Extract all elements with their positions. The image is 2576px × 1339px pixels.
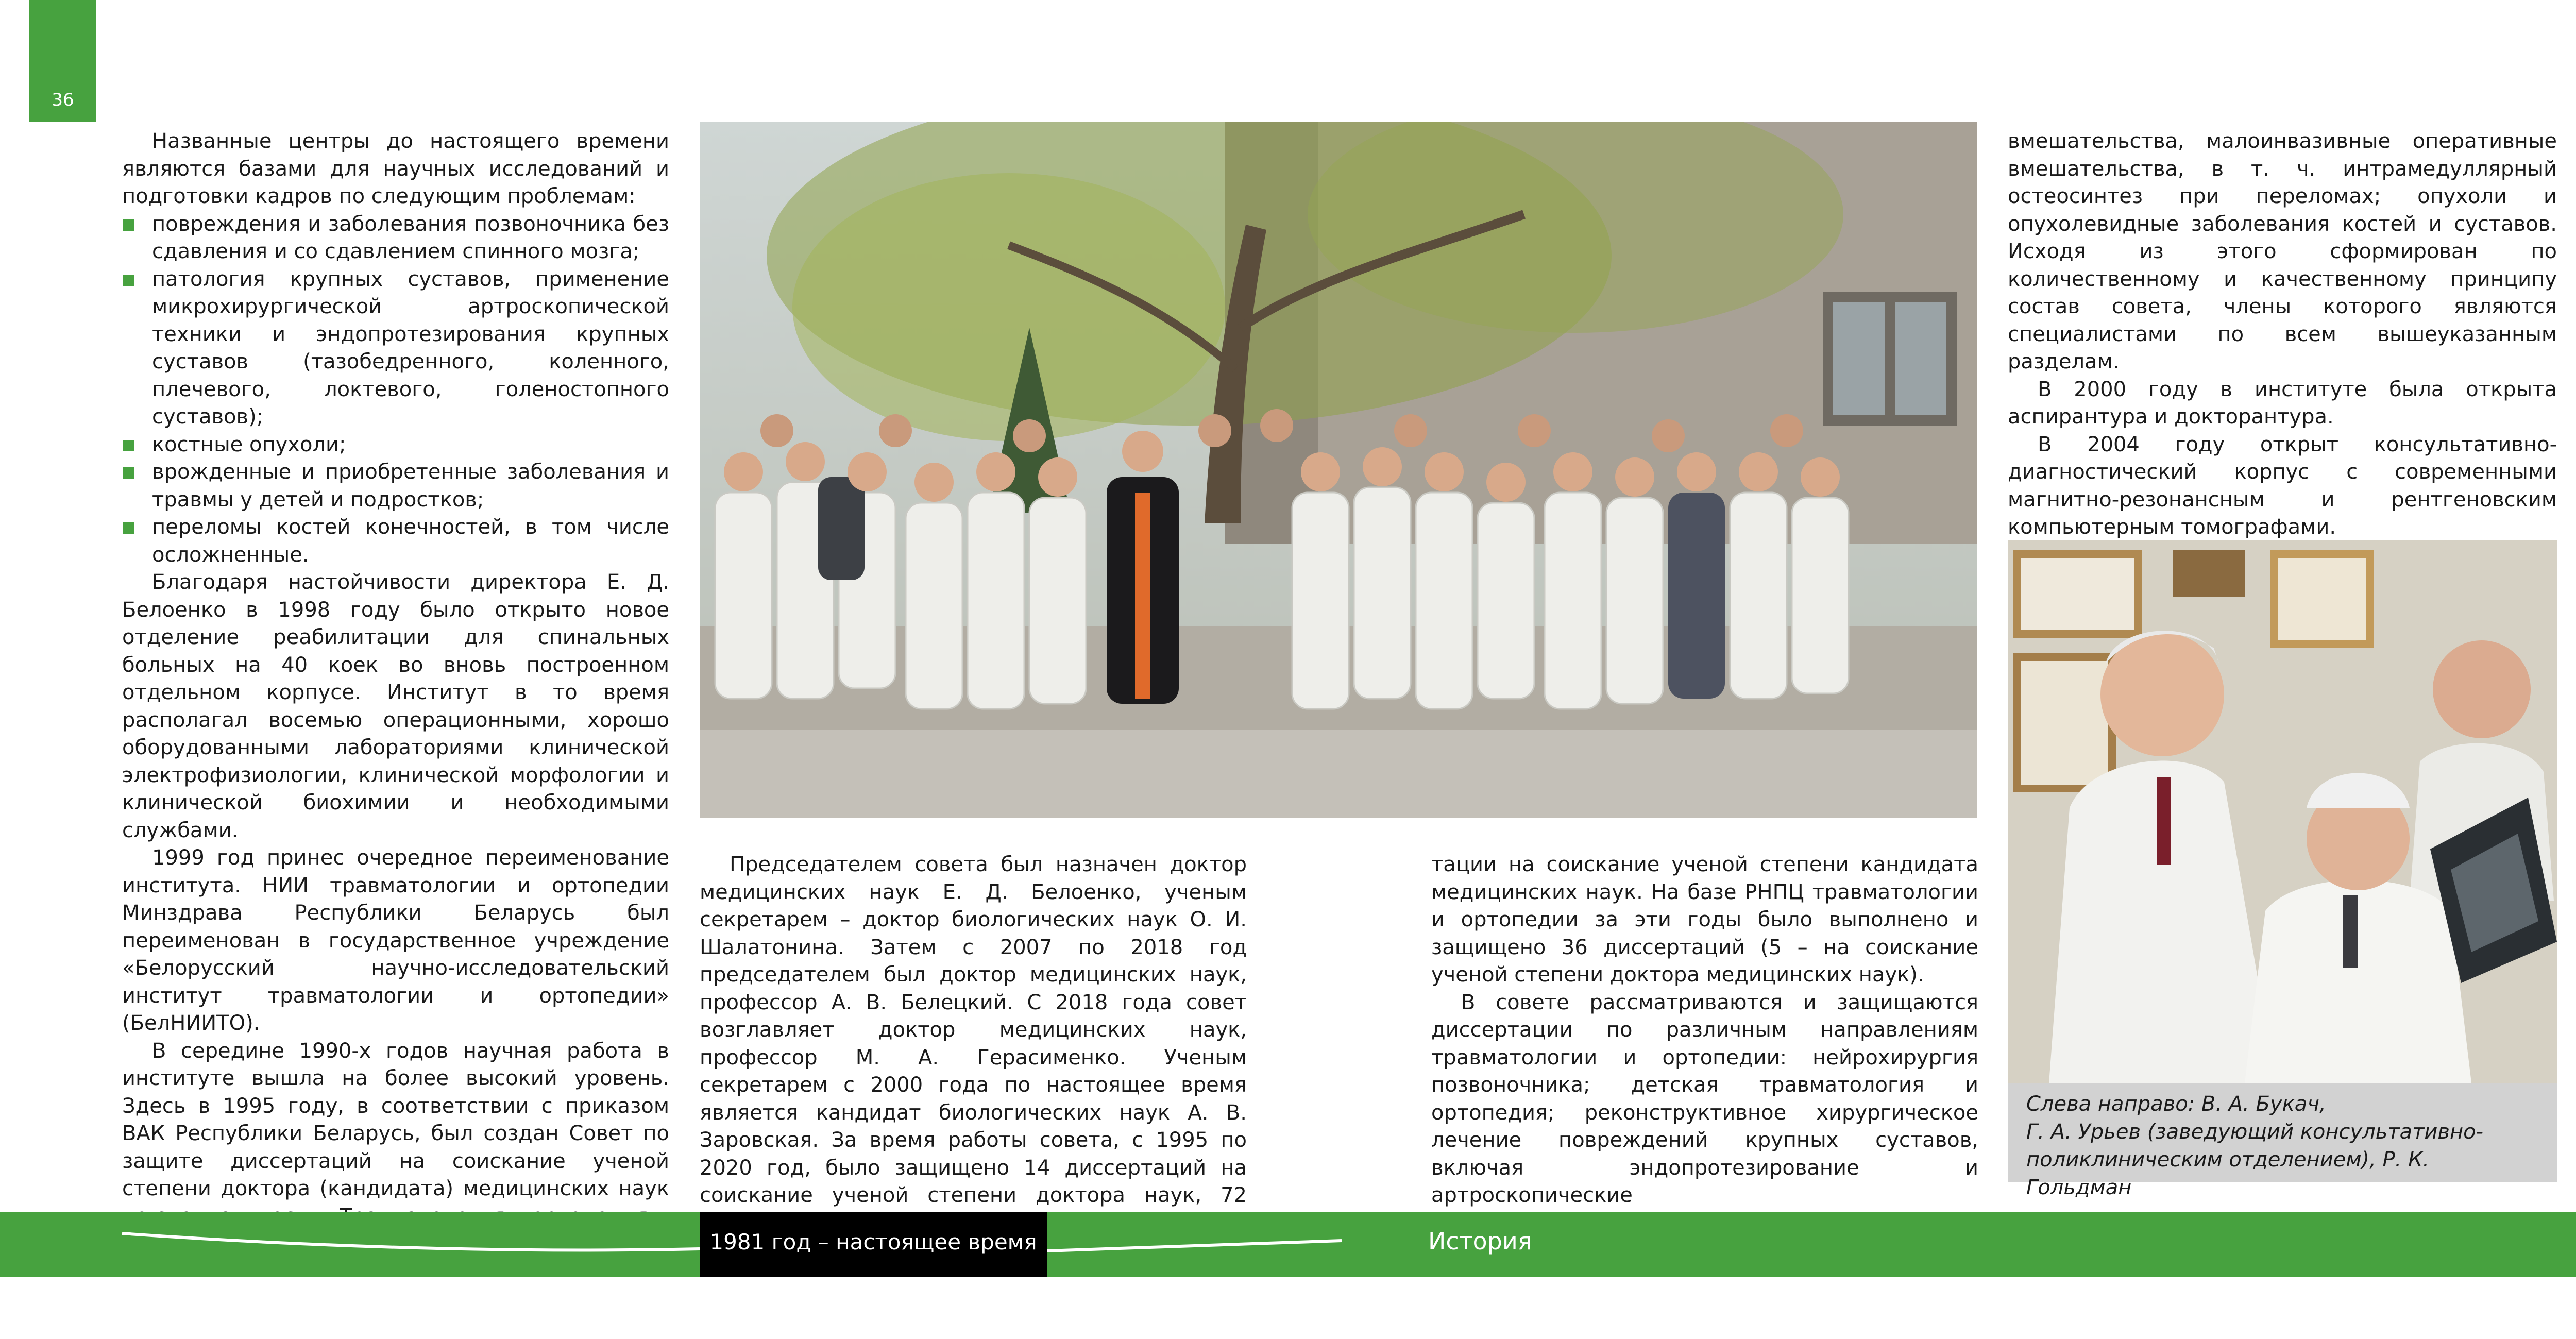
text-column-2 <box>700 851 1247 1237</box>
paragraph: Председателем совета был назначен доктор медицинских наук Е. Д. Белоенко, ученым секретарем – доктор биологических наук О. И. Шалатонина. Затем с 2007 по 2018 год председателем был доктор медицинских наук, профессор А. В. Белецкий. С 2018 года совет возглавляет доктор медицинских наук, профессор М. А. Герасименко. Ученым секретарем с 2000 года по настоящее время является кандидат биологических наук А. В. Заровская. За время работы совета, с 1995 по 2020 год, было защищено 14 диссертаций на соискание ученой степени доктора наук, 72 <box>700 853 1247 1207</box>
paragraph: тации на соискание ученой степени кандидата медицинских наук. На базе РНПЦ травматологии и ортопедии за эти годы было выполнено и защищено 36 диссертаций (5 – на соискание ученой степени доктора медицинских наук). <box>1431 853 1978 987</box>
paragraph: Названные центры до настоящего времени являются базами для научных исследований и подготовки кадров по следующим проблемам: <box>122 129 669 208</box>
footer-period-box <box>700 1212 1047 1277</box>
footer-swoosh <box>0 1212 2576 1277</box>
caption-line: поликлиническим отделением), Р. К. Гольдман <box>2026 1148 2430 1199</box>
paragraph: 1999 год принес очередное переименование института. НИИ травматологии и ортопедии Минздрава Республики Беларусь был переименован в государственное учреждение «Белорусский научно-исследовательский институт травматологии и ортопедии» (БелНИИТО). <box>122 846 669 1035</box>
list-item: врожденные и приобретенные заболевания и травмы у детей и подростков; <box>122 459 669 514</box>
paragraph: Благодаря настойчивости директора Е. Д. Белоенко в 1998 году было открыто новое отделение реабилитации для спинальных больных на 40 коек во вновь построенном отдельном корпусе. Институт в то время располагал восемью операционными, хорошо оборудованными лабораториями клинической электрофизиологии, клинической морфологии и клинической биохимии и необходимыми службами. <box>122 570 669 842</box>
list-item: костные опухоли; <box>122 431 669 459</box>
doctors-photo <box>2008 540 2557 1083</box>
photo-caption <box>2008 1083 2557 1199</box>
paragraph: В совете рассматриваются и защищаются диссертации по различным направлениям травматологии и ортопедии: нейрохирургия позвоночника; детская травматология и ортопедия; реконструктивное хирургическое лечение повреждений крупных суставов, включая эндопротезирование и артроскопические <box>1431 990 1978 1207</box>
footer-period: 1981 год – настоящее время <box>709 1229 1037 1255</box>
paragraph: В середине 1990-х годов научная работа в институте вышла на более высокий уровень. Здесь в 1995 году, в соответствии с приказом ВАК Республики Беларусь, был создан Совет по защите диссертаций на соискание ученой степени доктора (кандидата) медицинских наук <box>122 1039 669 1200</box>
paragraph: В 2004 году открыт консультативно-диагностический корпус с современными магнитно-резонансным и рентгеновским компьютерным томографами. <box>2008 432 2557 539</box>
caption-line: Слева направо: В. А. Букач, <box>2026 1092 2326 1116</box>
list-item: повреждения и заболевания позвоночника без сдавления и со сдавлением спинного мозга; <box>122 211 669 266</box>
group-photo <box>700 122 1977 818</box>
paragraph: вмешательства, малоинвазивные оперативные вмешательства, в т. ч. интрамедуллярный остеосинтез при переломах; опухоли и опухолевидные заболевания костей и суставов. Исходя из этого сформирован по количественному и качественному принципу состав совета, члены которого являются специалистами по всем вышеуказанным разделам. <box>2008 129 2557 374</box>
page-number-left: 36 <box>52 90 74 110</box>
text-column-3 <box>1431 851 1978 1210</box>
text-column-1 <box>122 128 669 1230</box>
bullet-list <box>122 211 669 569</box>
list-item: патология крупных суставов, применение микрохирургической артроскопической техники и эндопротезирования крупных суставов (тазобедренного, коленного, плечевого, локтевого, голеностопного суставов); <box>122 266 669 431</box>
text-column-4 <box>2008 128 2557 541</box>
page-tab-left <box>29 0 96 122</box>
list-item: переломы костей конечностей, в том числе осложненные. <box>122 514 669 569</box>
footer-section-title: История <box>1428 1227 1532 1255</box>
paragraph: В 2000 году в институте была открыта аспирантура и докторантура. <box>2008 377 2557 429</box>
footer-bar <box>0 1212 2576 1277</box>
caption-line: Г. А. Урьев (заведующий консультативно- <box>2026 1120 2484 1144</box>
